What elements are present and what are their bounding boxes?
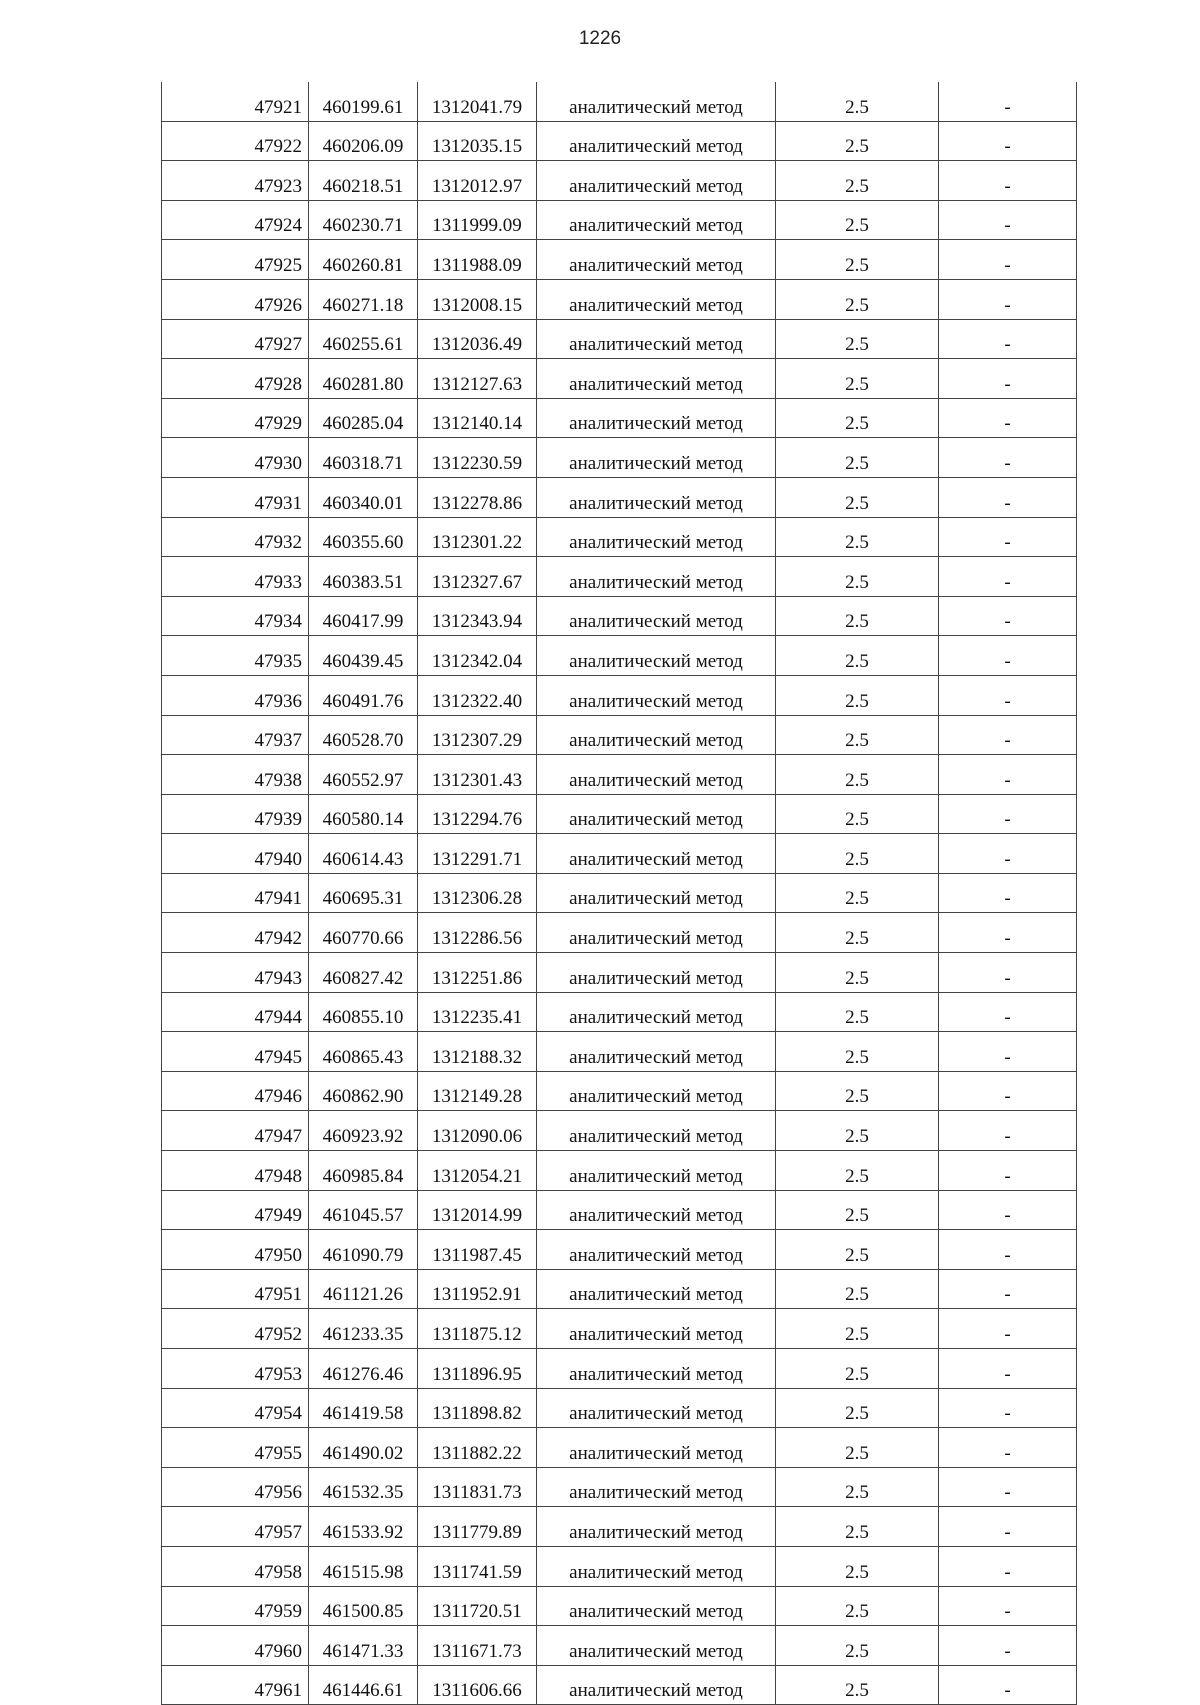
x-coordinate-cell: 460491.76 [309, 675, 418, 715]
table-row [162, 240, 1077, 280]
method-cell: аналитический метод [537, 1388, 776, 1428]
accuracy-cell: 2.5 [776, 636, 939, 676]
x-coordinate-cell: 460614.43 [309, 834, 418, 874]
y-coordinate-cell: 1312301.22 [418, 517, 537, 557]
table-row [162, 596, 1077, 636]
point-number-cell: 47961 [162, 1665, 309, 1705]
table-row [162, 913, 1077, 953]
x-coordinate-cell: 461532.35 [309, 1467, 418, 1507]
accuracy-cell: 2.5 [776, 1151, 939, 1191]
accuracy-cell: 2.5 [776, 1349, 939, 1389]
x-coordinate-cell: 461045.57 [309, 1190, 418, 1230]
note-cell: - [939, 1190, 1077, 1230]
x-coordinate-cell: 460985.84 [309, 1151, 418, 1191]
y-coordinate-cell: 1312278.86 [418, 477, 537, 517]
method-cell: аналитический метод [537, 1467, 776, 1507]
accuracy-cell: 2.5 [776, 1269, 939, 1309]
point-number-cell: 47929 [162, 398, 309, 438]
accuracy-cell: 2.5 [776, 873, 939, 913]
note-cell: - [939, 1428, 1077, 1468]
x-coordinate-cell: 460865.43 [309, 1032, 418, 1072]
y-coordinate-cell: 1311671.73 [418, 1626, 537, 1666]
note-cell: - [939, 517, 1077, 557]
x-coordinate-cell: 461233.35 [309, 1309, 418, 1349]
table-row [162, 517, 1077, 557]
note-cell: - [939, 1071, 1077, 1111]
method-cell: аналитический метод [537, 557, 776, 597]
note-cell: - [939, 794, 1077, 834]
accuracy-cell: 2.5 [776, 953, 939, 993]
accuracy-cell: 2.5 [776, 477, 939, 517]
accuracy-cell: 2.5 [776, 794, 939, 834]
accuracy-cell: 2.5 [776, 121, 939, 161]
coordinates-table-body [162, 82, 1077, 1705]
accuracy-cell: 2.5 [776, 279, 939, 319]
note-cell: - [939, 1151, 1077, 1191]
x-coordinate-cell: 460827.42 [309, 953, 418, 993]
accuracy-cell: 2.5 [776, 398, 939, 438]
note-cell: - [939, 834, 1077, 874]
accuracy-cell: 2.5 [776, 517, 939, 557]
x-coordinate-cell: 460383.51 [309, 557, 418, 597]
table-row [162, 398, 1077, 438]
method-cell: аналитический метод [537, 1626, 776, 1666]
note-cell: - [939, 359, 1077, 399]
point-number-cell: 47942 [162, 913, 309, 953]
note-cell: - [939, 82, 1077, 121]
x-coordinate-cell: 461490.02 [309, 1428, 418, 1468]
table-row [162, 1586, 1077, 1626]
table-row [162, 873, 1077, 913]
y-coordinate-cell: 1312327.67 [418, 557, 537, 597]
method-cell: аналитический метод [537, 279, 776, 319]
table-row [162, 121, 1077, 161]
x-coordinate-cell: 460206.09 [309, 121, 418, 161]
table-row [162, 438, 1077, 478]
table-row [162, 1032, 1077, 1072]
method-cell: аналитический метод [537, 1665, 776, 1705]
note-cell: - [939, 1349, 1077, 1389]
y-coordinate-cell: 1311606.66 [418, 1665, 537, 1705]
note-cell: - [939, 992, 1077, 1032]
point-number-cell: 47944 [162, 992, 309, 1032]
note-cell: - [939, 1388, 1077, 1428]
note-cell: - [939, 1626, 1077, 1666]
table-row [162, 1190, 1077, 1230]
y-coordinate-cell: 1312286.56 [418, 913, 537, 953]
accuracy-cell: 2.5 [776, 1507, 939, 1547]
accuracy-cell: 2.5 [776, 715, 939, 755]
table-row [162, 1349, 1077, 1389]
y-coordinate-cell: 1312301.43 [418, 755, 537, 795]
y-coordinate-cell: 1312306.28 [418, 873, 537, 913]
y-coordinate-cell: 1312294.76 [418, 794, 537, 834]
method-cell: аналитический метод [537, 1349, 776, 1389]
y-coordinate-cell: 1312291.71 [418, 834, 537, 874]
note-cell: - [939, 1111, 1077, 1151]
note-cell: - [939, 596, 1077, 636]
note-cell: - [939, 1586, 1077, 1626]
point-number-cell: 47928 [162, 359, 309, 399]
x-coordinate-cell: 460855.10 [309, 992, 418, 1032]
y-coordinate-cell: 1312014.99 [418, 1190, 537, 1230]
y-coordinate-cell: 1311999.09 [418, 200, 537, 240]
method-cell: аналитический метод [537, 1586, 776, 1626]
point-number-cell: 47943 [162, 953, 309, 993]
table-row [162, 1626, 1077, 1666]
method-cell: аналитический метод [537, 1111, 776, 1151]
x-coordinate-cell: 460695.31 [309, 873, 418, 913]
page-number: 1226 [578, 28, 622, 49]
accuracy-cell: 2.5 [776, 1428, 939, 1468]
note-cell: - [939, 1230, 1077, 1270]
point-number-cell: 47948 [162, 1151, 309, 1191]
note-cell: - [939, 557, 1077, 597]
accuracy-cell: 2.5 [776, 755, 939, 795]
x-coordinate-cell: 460923.92 [309, 1111, 418, 1151]
y-coordinate-cell: 1311720.51 [418, 1586, 537, 1626]
x-coordinate-cell: 461276.46 [309, 1349, 418, 1389]
accuracy-cell: 2.5 [776, 82, 939, 121]
accuracy-cell: 2.5 [776, 913, 939, 953]
point-number-cell: 47952 [162, 1309, 309, 1349]
note-cell: - [939, 240, 1077, 280]
x-coordinate-cell: 460281.80 [309, 359, 418, 399]
accuracy-cell: 2.5 [776, 161, 939, 201]
point-number-cell: 47955 [162, 1428, 309, 1468]
table-row [162, 1428, 1077, 1468]
note-cell: - [939, 438, 1077, 478]
note-cell: - [939, 1507, 1077, 1547]
method-cell: аналитический метод [537, 1151, 776, 1191]
table-row [162, 755, 1077, 795]
method-cell: аналитический метод [537, 161, 776, 201]
accuracy-cell: 2.5 [776, 359, 939, 399]
table-row [162, 834, 1077, 874]
method-cell: аналитический метод [537, 794, 776, 834]
note-cell: - [939, 200, 1077, 240]
point-number-cell: 47946 [162, 1071, 309, 1111]
method-cell: аналитический метод [537, 1190, 776, 1230]
table-row [162, 359, 1077, 399]
x-coordinate-cell: 461533.92 [309, 1507, 418, 1547]
y-coordinate-cell: 1311896.95 [418, 1349, 537, 1389]
y-coordinate-cell: 1312127.63 [418, 359, 537, 399]
accuracy-cell: 2.5 [776, 1388, 939, 1428]
point-number-cell: 47950 [162, 1230, 309, 1270]
x-coordinate-cell: 460862.90 [309, 1071, 418, 1111]
table-row [162, 319, 1077, 359]
accuracy-cell: 2.5 [776, 438, 939, 478]
accuracy-cell: 2.5 [776, 240, 939, 280]
table-row [162, 1507, 1077, 1547]
point-number-cell: 47932 [162, 517, 309, 557]
x-coordinate-cell: 460439.45 [309, 636, 418, 676]
point-number-cell: 47935 [162, 636, 309, 676]
table-row [162, 1269, 1077, 1309]
table-row [162, 1111, 1077, 1151]
x-coordinate-cell: 460255.61 [309, 319, 418, 359]
method-cell: аналитический метод [537, 675, 776, 715]
point-number-cell: 47923 [162, 161, 309, 201]
y-coordinate-cell: 1312035.15 [418, 121, 537, 161]
x-coordinate-cell: 461090.79 [309, 1230, 418, 1270]
method-cell: аналитический метод [537, 517, 776, 557]
table-row [162, 1071, 1077, 1111]
y-coordinate-cell: 1312251.86 [418, 953, 537, 993]
note-cell: - [939, 1309, 1077, 1349]
x-coordinate-cell: 460285.04 [309, 398, 418, 438]
accuracy-cell: 2.5 [776, 1626, 939, 1666]
method-cell: аналитический метод [537, 715, 776, 755]
y-coordinate-cell: 1312140.14 [418, 398, 537, 438]
accuracy-cell: 2.5 [776, 1190, 939, 1230]
accuracy-cell: 2.5 [776, 1309, 939, 1349]
x-coordinate-cell: 461471.33 [309, 1626, 418, 1666]
y-coordinate-cell: 1311898.82 [418, 1388, 537, 1428]
point-number-cell: 47958 [162, 1546, 309, 1586]
note-cell: - [939, 953, 1077, 993]
note-cell: - [939, 1467, 1077, 1507]
table-row [162, 477, 1077, 517]
x-coordinate-cell: 460552.97 [309, 755, 418, 795]
y-coordinate-cell: 1312307.29 [418, 715, 537, 755]
y-coordinate-cell: 1312036.49 [418, 319, 537, 359]
point-number-cell: 47933 [162, 557, 309, 597]
note-cell: - [939, 161, 1077, 201]
accuracy-cell: 2.5 [776, 1586, 939, 1626]
table-row [162, 1546, 1077, 1586]
method-cell: аналитический метод [537, 992, 776, 1032]
table-row [162, 557, 1077, 597]
x-coordinate-cell: 460230.71 [309, 200, 418, 240]
y-coordinate-cell: 1311875.12 [418, 1309, 537, 1349]
y-coordinate-cell: 1312230.59 [418, 438, 537, 478]
table-row [162, 200, 1077, 240]
point-number-cell: 47934 [162, 596, 309, 636]
accuracy-cell: 2.5 [776, 1546, 939, 1586]
method-cell: аналитический метод [537, 834, 776, 874]
x-coordinate-cell: 460260.81 [309, 240, 418, 280]
x-coordinate-cell: 460218.51 [309, 161, 418, 201]
note-cell: - [939, 1546, 1077, 1586]
point-number-cell: 47960 [162, 1626, 309, 1666]
table-row [162, 1388, 1077, 1428]
y-coordinate-cell: 1312188.32 [418, 1032, 537, 1072]
y-coordinate-cell: 1311952.91 [418, 1269, 537, 1309]
y-coordinate-cell: 1312054.21 [418, 1151, 537, 1191]
x-coordinate-cell: 460318.71 [309, 438, 418, 478]
note-cell: - [939, 913, 1077, 953]
table-row [162, 675, 1077, 715]
y-coordinate-cell: 1311987.45 [418, 1230, 537, 1270]
note-cell: - [939, 715, 1077, 755]
note-cell: - [939, 873, 1077, 913]
x-coordinate-cell: 460528.70 [309, 715, 418, 755]
method-cell: аналитический метод [537, 438, 776, 478]
accuracy-cell: 2.5 [776, 834, 939, 874]
accuracy-cell: 2.5 [776, 1230, 939, 1270]
method-cell: аналитический метод [537, 913, 776, 953]
table-row [162, 161, 1077, 201]
accuracy-cell: 2.5 [776, 557, 939, 597]
table-row [162, 82, 1077, 121]
point-number-cell: 47949 [162, 1190, 309, 1230]
method-cell: аналитический метод [537, 1507, 776, 1547]
y-coordinate-cell: 1312008.15 [418, 279, 537, 319]
accuracy-cell: 2.5 [776, 1665, 939, 1705]
method-cell: аналитический метод [537, 953, 776, 993]
method-cell: аналитический метод [537, 873, 776, 913]
point-number-cell: 47941 [162, 873, 309, 913]
method-cell: аналитический метод [537, 200, 776, 240]
method-cell: аналитический метод [537, 319, 776, 359]
method-cell: аналитический метод [537, 477, 776, 517]
point-number-cell: 47938 [162, 755, 309, 795]
point-number-cell: 47925 [162, 240, 309, 280]
coordinates-table [161, 82, 1077, 1705]
method-cell: аналитический метод [537, 755, 776, 795]
y-coordinate-cell: 1311741.59 [418, 1546, 537, 1586]
y-coordinate-cell: 1312090.06 [418, 1111, 537, 1151]
x-coordinate-cell: 461500.85 [309, 1586, 418, 1626]
point-number-cell: 47930 [162, 438, 309, 478]
point-number-cell: 47937 [162, 715, 309, 755]
method-cell: аналитический метод [537, 1269, 776, 1309]
method-cell: аналитический метод [537, 1230, 776, 1270]
table-row [162, 992, 1077, 1032]
x-coordinate-cell: 461515.98 [309, 1546, 418, 1586]
method-cell: аналитический метод [537, 1546, 776, 1586]
note-cell: - [939, 755, 1077, 795]
y-coordinate-cell: 1311988.09 [418, 240, 537, 280]
point-number-cell: 47956 [162, 1467, 309, 1507]
y-coordinate-cell: 1312149.28 [418, 1071, 537, 1111]
accuracy-cell: 2.5 [776, 1467, 939, 1507]
y-coordinate-cell: 1312343.94 [418, 596, 537, 636]
method-cell: аналитический метод [537, 398, 776, 438]
note-cell: - [939, 636, 1077, 676]
point-number-cell: 47927 [162, 319, 309, 359]
y-coordinate-cell: 1311779.89 [418, 1507, 537, 1547]
y-coordinate-cell: 1312041.79 [418, 82, 537, 121]
point-number-cell: 47951 [162, 1269, 309, 1309]
note-cell: - [939, 477, 1077, 517]
x-coordinate-cell: 460271.18 [309, 279, 418, 319]
method-cell: аналитический метод [537, 82, 776, 121]
point-number-cell: 47945 [162, 1032, 309, 1072]
x-coordinate-cell: 460770.66 [309, 913, 418, 953]
table-row [162, 1151, 1077, 1191]
y-coordinate-cell: 1312322.40 [418, 675, 537, 715]
point-number-cell: 47921 [162, 82, 309, 121]
table-row [162, 953, 1077, 993]
method-cell: аналитический метод [537, 240, 776, 280]
table-row [162, 715, 1077, 755]
point-number-cell: 47931 [162, 477, 309, 517]
note-cell: - [939, 279, 1077, 319]
method-cell: аналитический метод [537, 596, 776, 636]
point-number-cell: 47954 [162, 1388, 309, 1428]
table-row [162, 1230, 1077, 1270]
method-cell: аналитический метод [537, 359, 776, 399]
accuracy-cell: 2.5 [776, 1111, 939, 1151]
note-cell: - [939, 1032, 1077, 1072]
y-coordinate-cell: 1311882.22 [418, 1428, 537, 1468]
point-number-cell: 47924 [162, 200, 309, 240]
x-coordinate-cell: 461419.58 [309, 1388, 418, 1428]
table-row [162, 636, 1077, 676]
table-row [162, 1665, 1077, 1705]
accuracy-cell: 2.5 [776, 1071, 939, 1111]
point-number-cell: 47940 [162, 834, 309, 874]
accuracy-cell: 2.5 [776, 675, 939, 715]
method-cell: аналитический метод [537, 1428, 776, 1468]
point-number-cell: 47936 [162, 675, 309, 715]
note-cell: - [939, 1269, 1077, 1309]
accuracy-cell: 2.5 [776, 992, 939, 1032]
point-number-cell: 47939 [162, 794, 309, 834]
point-number-cell: 47922 [162, 121, 309, 161]
note-cell: - [939, 1665, 1077, 1705]
y-coordinate-cell: 1312012.97 [418, 161, 537, 201]
y-coordinate-cell: 1312235.41 [418, 992, 537, 1032]
x-coordinate-cell: 461121.26 [309, 1269, 418, 1309]
x-coordinate-cell: 460417.99 [309, 596, 418, 636]
point-number-cell: 47947 [162, 1111, 309, 1151]
method-cell: аналитический метод [537, 1032, 776, 1072]
method-cell: аналитический метод [537, 636, 776, 676]
x-coordinate-cell: 461446.61 [309, 1665, 418, 1705]
note-cell: - [939, 121, 1077, 161]
accuracy-cell: 2.5 [776, 596, 939, 636]
method-cell: аналитический метод [537, 1309, 776, 1349]
x-coordinate-cell: 460340.01 [309, 477, 418, 517]
note-cell: - [939, 319, 1077, 359]
y-coordinate-cell: 1311831.73 [418, 1467, 537, 1507]
x-coordinate-cell: 460580.14 [309, 794, 418, 834]
point-number-cell: 47953 [162, 1349, 309, 1389]
table-row [162, 279, 1077, 319]
table-row [162, 794, 1077, 834]
y-coordinate-cell: 1312342.04 [418, 636, 537, 676]
method-cell: аналитический метод [537, 121, 776, 161]
x-coordinate-cell: 460199.61 [309, 82, 418, 121]
point-number-cell: 47926 [162, 279, 309, 319]
accuracy-cell: 2.5 [776, 1032, 939, 1072]
point-number-cell: 47959 [162, 1586, 309, 1626]
table-row [162, 1467, 1077, 1507]
note-cell: - [939, 398, 1077, 438]
accuracy-cell: 2.5 [776, 319, 939, 359]
x-coordinate-cell: 460355.60 [309, 517, 418, 557]
accuracy-cell: 2.5 [776, 200, 939, 240]
note-cell: - [939, 675, 1077, 715]
table-row [162, 1309, 1077, 1349]
method-cell: аналитический метод [537, 1071, 776, 1111]
point-number-cell: 47957 [162, 1507, 309, 1547]
